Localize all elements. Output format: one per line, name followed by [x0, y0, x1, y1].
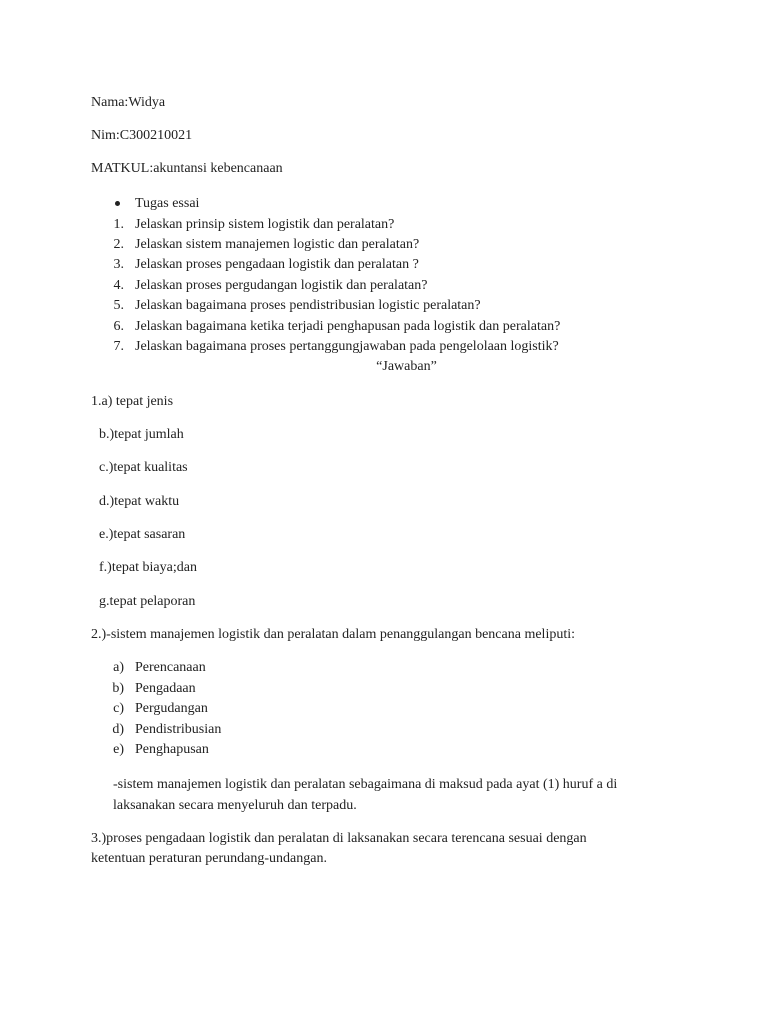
answer-2-note: laksanakan secara menyeluruh dan terpadu. — [113, 798, 357, 813]
answer-2-item: Perencanaan — [135, 660, 206, 675]
question-number: 7. — [113, 339, 124, 354]
answer-heading: “Jawaban” — [376, 359, 437, 374]
answer-2-item: Penghapusan — [135, 742, 209, 757]
answer-2-item: Pengadaan — [135, 681, 196, 696]
course-name: MATKUL:akuntansi kebencanaan — [91, 161, 283, 176]
question-number: 6. — [113, 319, 124, 334]
answer-2-marker: e) — [113, 742, 124, 757]
answer-1-line: f.)tepat biaya;dan — [99, 560, 197, 575]
bullet-icon — [115, 201, 120, 206]
question-number: 4. — [113, 278, 124, 293]
answer-2-marker: d) — [112, 722, 124, 737]
answer-2-marker: a) — [113, 660, 124, 675]
answer-2-intro: 2.)-sistem manajemen logistik dan peralatan dalam penanggulangan bencana meliputi: — [91, 627, 576, 642]
answer-2-item: Pergudangan — [135, 701, 208, 716]
task-label: Tugas essai — [135, 196, 200, 211]
answer-1-line: g.tepat pelaporan — [99, 594, 196, 609]
student-nim: Nim:C300210021 — [91, 128, 193, 143]
answer-2-marker: c) — [113, 701, 124, 716]
question-text: Jelaskan proses pengadaan logistik dan peralatan ? — [135, 257, 419, 272]
answer-2-item: Pendistribusian — [135, 722, 222, 737]
answer-1-line: d.)tepat waktu — [99, 494, 180, 509]
question-text: Jelaskan bagaimana ketika terjadi penghapusan pada logistik dan peralatan? — [135, 319, 561, 334]
answer-2-note: -sistem manajemen logistik dan peralatan sebagaimana di maksud pada ayat (1) huruf a di — [113, 777, 618, 792]
question-number: 2. — [113, 237, 124, 252]
question-text: Jelaskan sistem manajemen logistic dan peralatan? — [135, 237, 420, 252]
question-number: 5. — [113, 298, 124, 313]
answer-2-marker: b) — [112, 681, 124, 696]
student-name: Nama:Widya — [91, 95, 166, 110]
answer-1-line: 1.a) tepat jenis — [91, 394, 174, 409]
question-text: Jelaskan prinsip sistem logistik dan peralatan? — [135, 217, 395, 232]
answer-1-line: b.)tepat jumlah — [99, 427, 184, 442]
question-number: 3. — [113, 257, 124, 272]
answer-3-line: ketentuan peraturan perundang-undangan. — [91, 851, 327, 866]
question-text: Jelaskan bagaimana proses pertanggungjawaban pada pengelolaan logistik? — [135, 339, 559, 354]
question-text: Jelaskan bagaimana proses pendistribusian logistic peralatan? — [135, 298, 481, 313]
answer-1-line: c.)tepat kualitas — [99, 460, 188, 475]
question-number: 1. — [113, 217, 124, 232]
answer-1-line: e.)tepat sasaran — [99, 527, 186, 542]
question-text: Jelaskan proses pergudangan logistik dan peralatan? — [135, 278, 428, 293]
answer-3-line: 3.)proses pengadaan logistik dan peralatan di laksanakan secara terencana sesuai dengan — [91, 831, 587, 846]
